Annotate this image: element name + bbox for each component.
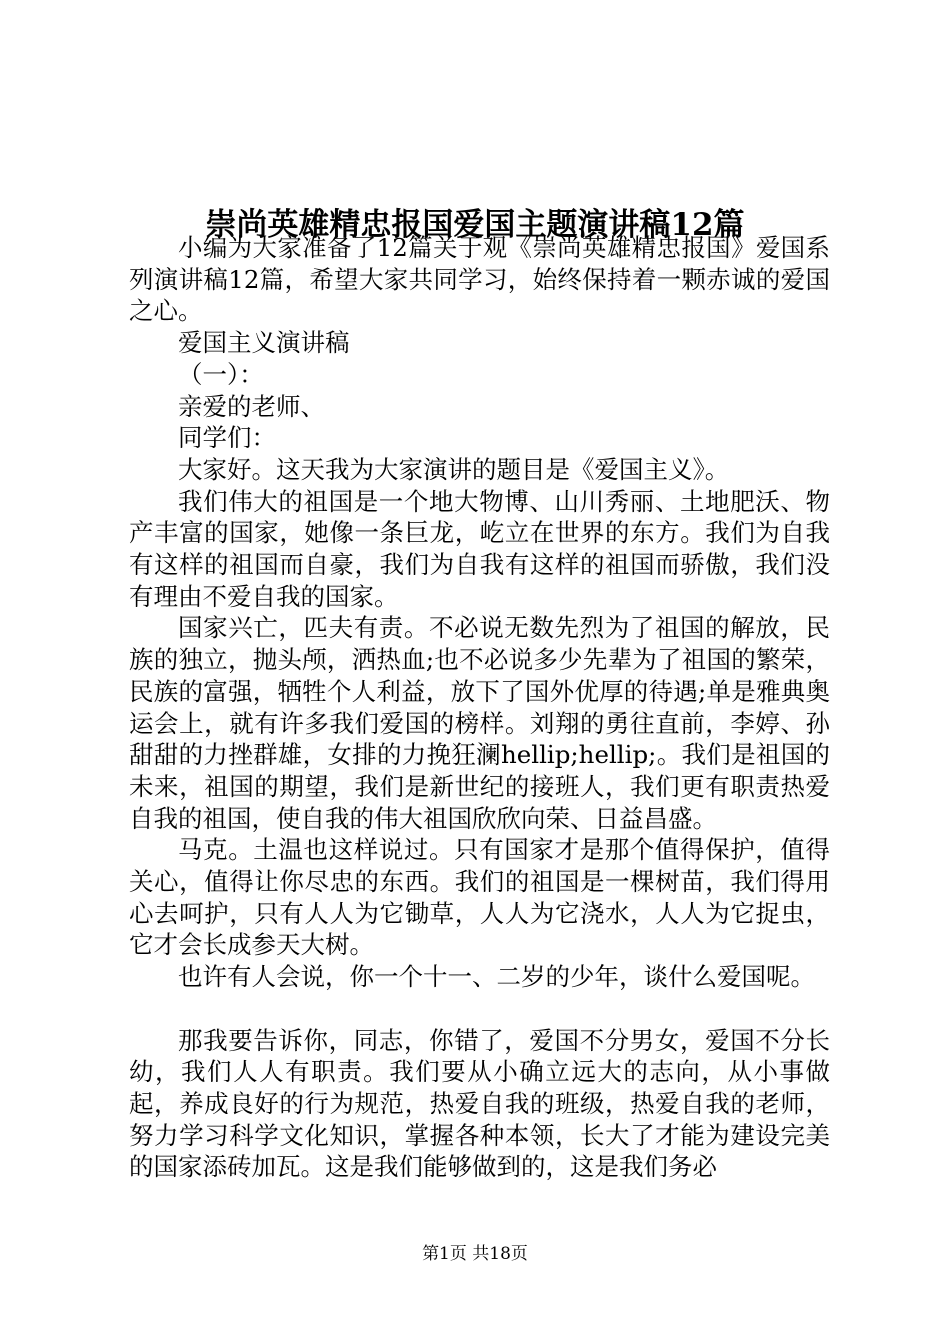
paragraph-salutation-teachers: 亲爱的老师、 <box>178 391 325 421</box>
page-footer: 第1页 共18页 <box>422 1244 528 1264</box>
document-body <box>129 232 830 1183</box>
paragraph-greeting: 大家好。这天我为大家演讲的题目是《爱国主义》。 <box>178 454 730 484</box>
document-title: 崇尚英雄精忠报国爱国主题演讲稿12篇 <box>205 206 745 243</box>
paragraph-answer: 那我要告诉你，同志，你错了，爱国不分男女，爱国不分长幼，我们人人有职责。我们要从小确立远大的志向，从小事做起，养成良好的行为规范，热爱自我的班级，热爱自我的老师，努力学习科学文化知识，掌握各种本领，长大了才能为建设完美的国家添砖加瓦。这是我们能够做到的，这是我们务必 <box>129 1025 830 1182</box>
paragraph-motherland: 我们伟大的祖国是一个地大物博、山川秀丽、土地肥沃、物产丰富的国家，她像一条巨龙，屹立在世界的东方。我们为自我有这样的祖国而自豪，我们为自我有这样的祖国而骄傲，我们没有理由不爱自我的国家。 <box>129 486 830 611</box>
paragraph-quote: 马克。土温也这样说过。只有国家才是那个值得保护，值得关心，值得让你尽忠的东西。我们的祖国是一棵树苗，我们得用心去呵护，只有人人为它锄草，人人为它浇水，人人为它捉虫，它才会长成参天大树。 <box>129 835 830 960</box>
paragraph-section-number: （一）： <box>178 359 264 389</box>
paragraph-responsibility: 国家兴亡，匹夫有责。不必说无数先烈为了祖国的解放，民族的独立，抛头颅，洒热血;也不必说多少先辈为了祖国的繁荣，民族的富强，牺牲个人利益，放下了国外优厚的待遇;单是雅典奥运会上，就有许多我们爱国的榜样。刘翔的勇往直前，李婷、孙甜甜的力挫群雄，女排的力挽狂澜hellip;hellip;。我们是祖国的未来，祖国的期望，我们是新世纪的接班人，我们更有职责热爱自我的祖国，使自我的伟大祖国欣欣向荣、日益昌盛。 <box>129 613 830 833</box>
paragraph-question: 也许有人会说，你一个十一、二岁的少年，谈什么爱国呢。 <box>178 962 815 992</box>
paragraph-intro: 小编为大家准备了12篇关于观《崇尚英雄精忠报国》爱国系列演讲稿12篇，希望大家共同学习，始终保持着一颗赤诚的爱国之心。 <box>129 233 830 326</box>
paragraph-salutation-students: 同学们： <box>178 423 276 453</box>
paragraph-speech-heading: 爱国主义演讲稿 <box>178 328 350 358</box>
